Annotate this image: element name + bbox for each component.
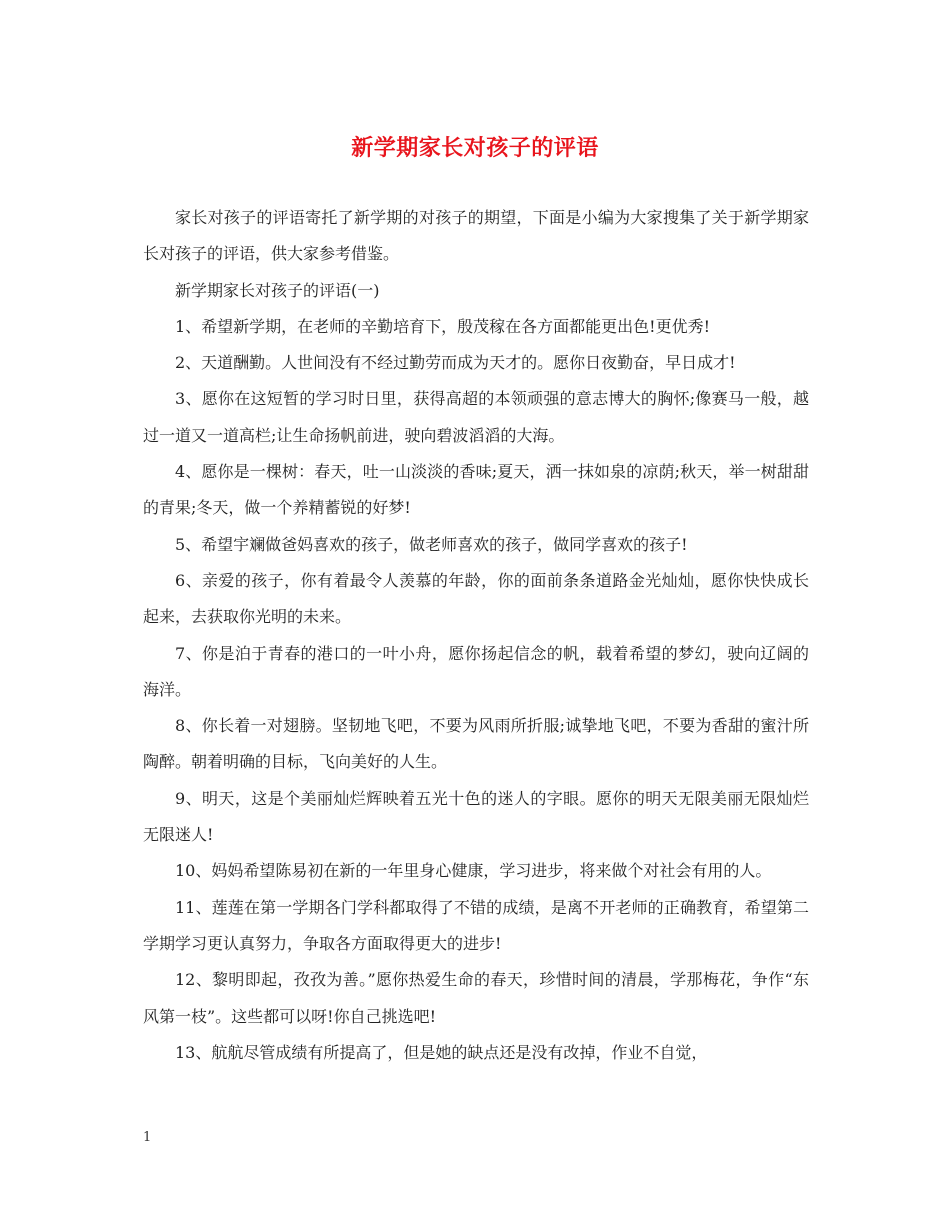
page-number: 1: [143, 1130, 152, 1145]
intro-paragraph: 家长对孩子的评语寄托了新学期的对孩子的期望，下面是小编为大家搜集了关于新学期家长对孩子的评语，供大家参考借鉴。: [143, 208, 809, 264]
comment-paragraph: 12、黎明即起，孜孜为善。”愿你热爱生命的春天，珍惜时间的清晨，学那梅花，争作“东风第一枝”。这些都可以呀!你自己挑选吧!: [143, 970, 809, 1026]
section-heading: 新学期家长对孩子的评语(一): [175, 280, 380, 300]
comment-paragraph: 9、明天，这是个美丽灿烂辉映着五光十色的迷人的字眼。愿你的明天无限美丽无限灿烂无限迷人!: [143, 788, 809, 845]
comment-paragraph: 1、希望新学期，在老师的辛勤培育下，殷茂稼在各方面都能更出色!更优秀!: [175, 316, 711, 336]
comment-paragraph: 2、天道酬勤。人世间没有不经过勤劳而成为天才的。愿你日夜勤奋，早日成才!: [175, 353, 736, 373]
comment-paragraph: 10、妈妈希望陈易初在新的一年里身心健康，学习进步，将来做个对社会有用的人。: [175, 861, 772, 881]
comment-paragraph: 3、愿你在这短暂的学习时日里，获得高超的本领顽强的意志博大的胸怀;像赛马一般，越过一道又一道高栏;让生命扬帆前进，驶向碧波滔滔的大海。: [143, 389, 809, 445]
page-title: 新学期家长对孩子的评语: [351, 135, 599, 161]
comment-paragraph: 4、愿你是一棵树：春天，吐一山淡淡的香味;夏天，洒一抹如泉的凉荫;秋天，举一树甜甜的青果;冬天，做一个养精蓄锐的好梦!: [143, 462, 809, 518]
comment-paragraph: 7、你是泊于青春的港口的一叶小舟，愿你扬起信念的帆，载着希望的梦幻，驶向辽阔的海洋。: [143, 643, 809, 699]
comment-paragraph: 13、航航尽管成绩有所提高了，但是她的缺点还是没有改掉，作业不自觉，: [175, 1042, 708, 1062]
comment-paragraph: 11、莲莲在第一学期各门学科都取得了不错的成绩，是离不开老师的正确教育，希望第二学期学习更认真努力，争取各方面取得更大的进步!: [143, 897, 809, 953]
document-body: [143, 200, 809, 1071]
comment-paragraph: 5、希望宇斓做爸妈喜欢的孩子，做老师喜欢的孩子，做同学喜欢的孩子!: [175, 534, 688, 554]
comment-paragraph: 8、你长着一对翅膀。坚韧地飞吧，不要为风雨所折服;诚挚地飞吧，不要为香甜的蜜汁所陶醉。朝着明确的目标，飞向美好的人生。: [143, 716, 809, 772]
comment-paragraph: 6、亲爱的孩子，你有着最令人羡慕的年龄，你的面前条条道路金光灿灿，愿你快快成长起来，去获取你光明的未来。: [143, 570, 809, 627]
